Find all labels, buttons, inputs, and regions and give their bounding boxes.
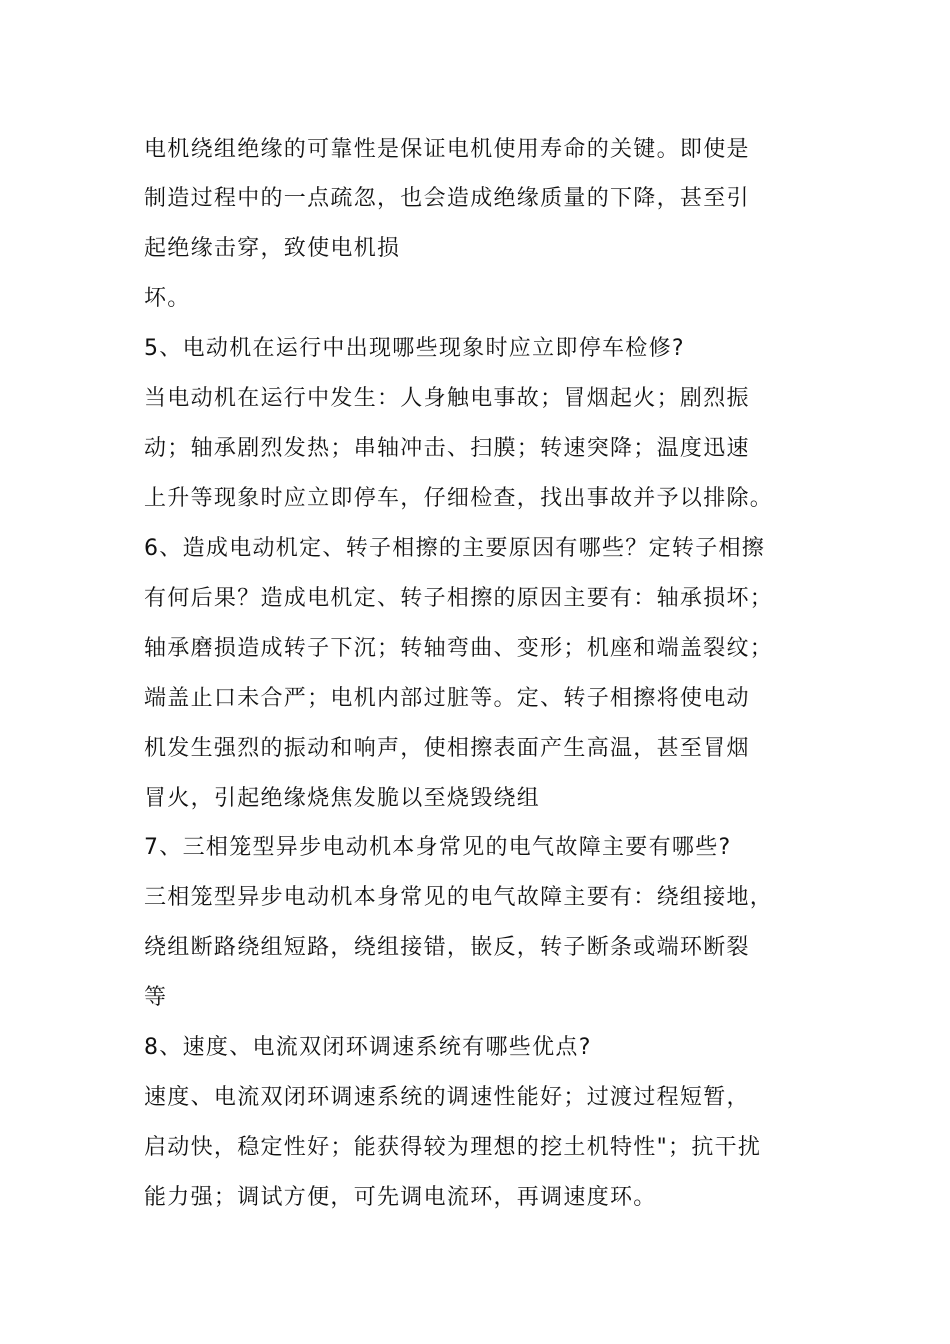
answer-8-line: 速度、电流双闭环调速系统的调速性能好；过渡过程短暂， [144,1085,750,1110]
answer-6-line: 端盖止口未合严；电机内部过脏等。定、转子相擦将使电动 [144,686,750,711]
answer-6-line: 有何后果？造成电机定、转子相擦的原因主要有：轴承损坏； [144,586,774,611]
answer-5-line: 当电动机在运行中发生：人身触电事故；冒烟起火；剧烈振 [144,386,750,411]
answer-7-line: 绕组断路绕组短路，绕组接错，嵌反，转子断条或端环断裂 [144,935,750,960]
answer-8-line: 能力强；调试方便，可先调电流环，再调速度环。 [144,1185,657,1210]
answer-7-line: 等 [144,985,168,1010]
answer-8-line: 启动快，稳定性好；能获得较为理想的挖土机特性"；抗干扰 [144,1135,762,1160]
question-7: 7、三相笼型异步电动机本身常见的电气故障主要有哪些? [144,835,732,860]
question-6: 6、造成电动机定、转子相擦的主要原因有哪些？定转子相擦 [144,536,766,561]
text-line: 制造过程中的一点疏忽，也会造成绝缘质量的下降，甚至引 [144,186,750,211]
answer-5-line: 上升等现象时应立即停车，仔细检查，找出事故并予以排除。 [144,486,774,511]
answer-5-line: 动；轴承剧烈发热；串轴冲击、扫膜；转速突降；温度迅速 [144,436,750,461]
question-8: 8、速度、电流双闭环调速系统有哪些优点? [144,1035,592,1060]
question-5: 5、电动机在运行中出现哪些现象时应立即停车检修? [144,336,685,361]
text-line: 坏。 [144,286,191,311]
answer-6-line: 轴承磨损造成转子下沉；转轴弯曲、变形；机座和端盖裂纹； [144,636,774,661]
answer-6-line: 机发生强烈的振动和响声，使相擦表面产生高温，甚至冒烟 [144,736,750,761]
text-line: 电机绕组绝缘的可靠性是保证电机使用寿命的关键。即使是 [144,137,750,162]
answer-7-line: 三相笼型异步电动机本身常见的电气故障主要有：绕组接地， [144,885,774,910]
answer-6-line: 冒火，引起绝缘烧焦发脆以至烧毁绕组 [144,786,541,811]
text-line: 起绝缘击穿，致使电机损 [144,236,401,261]
